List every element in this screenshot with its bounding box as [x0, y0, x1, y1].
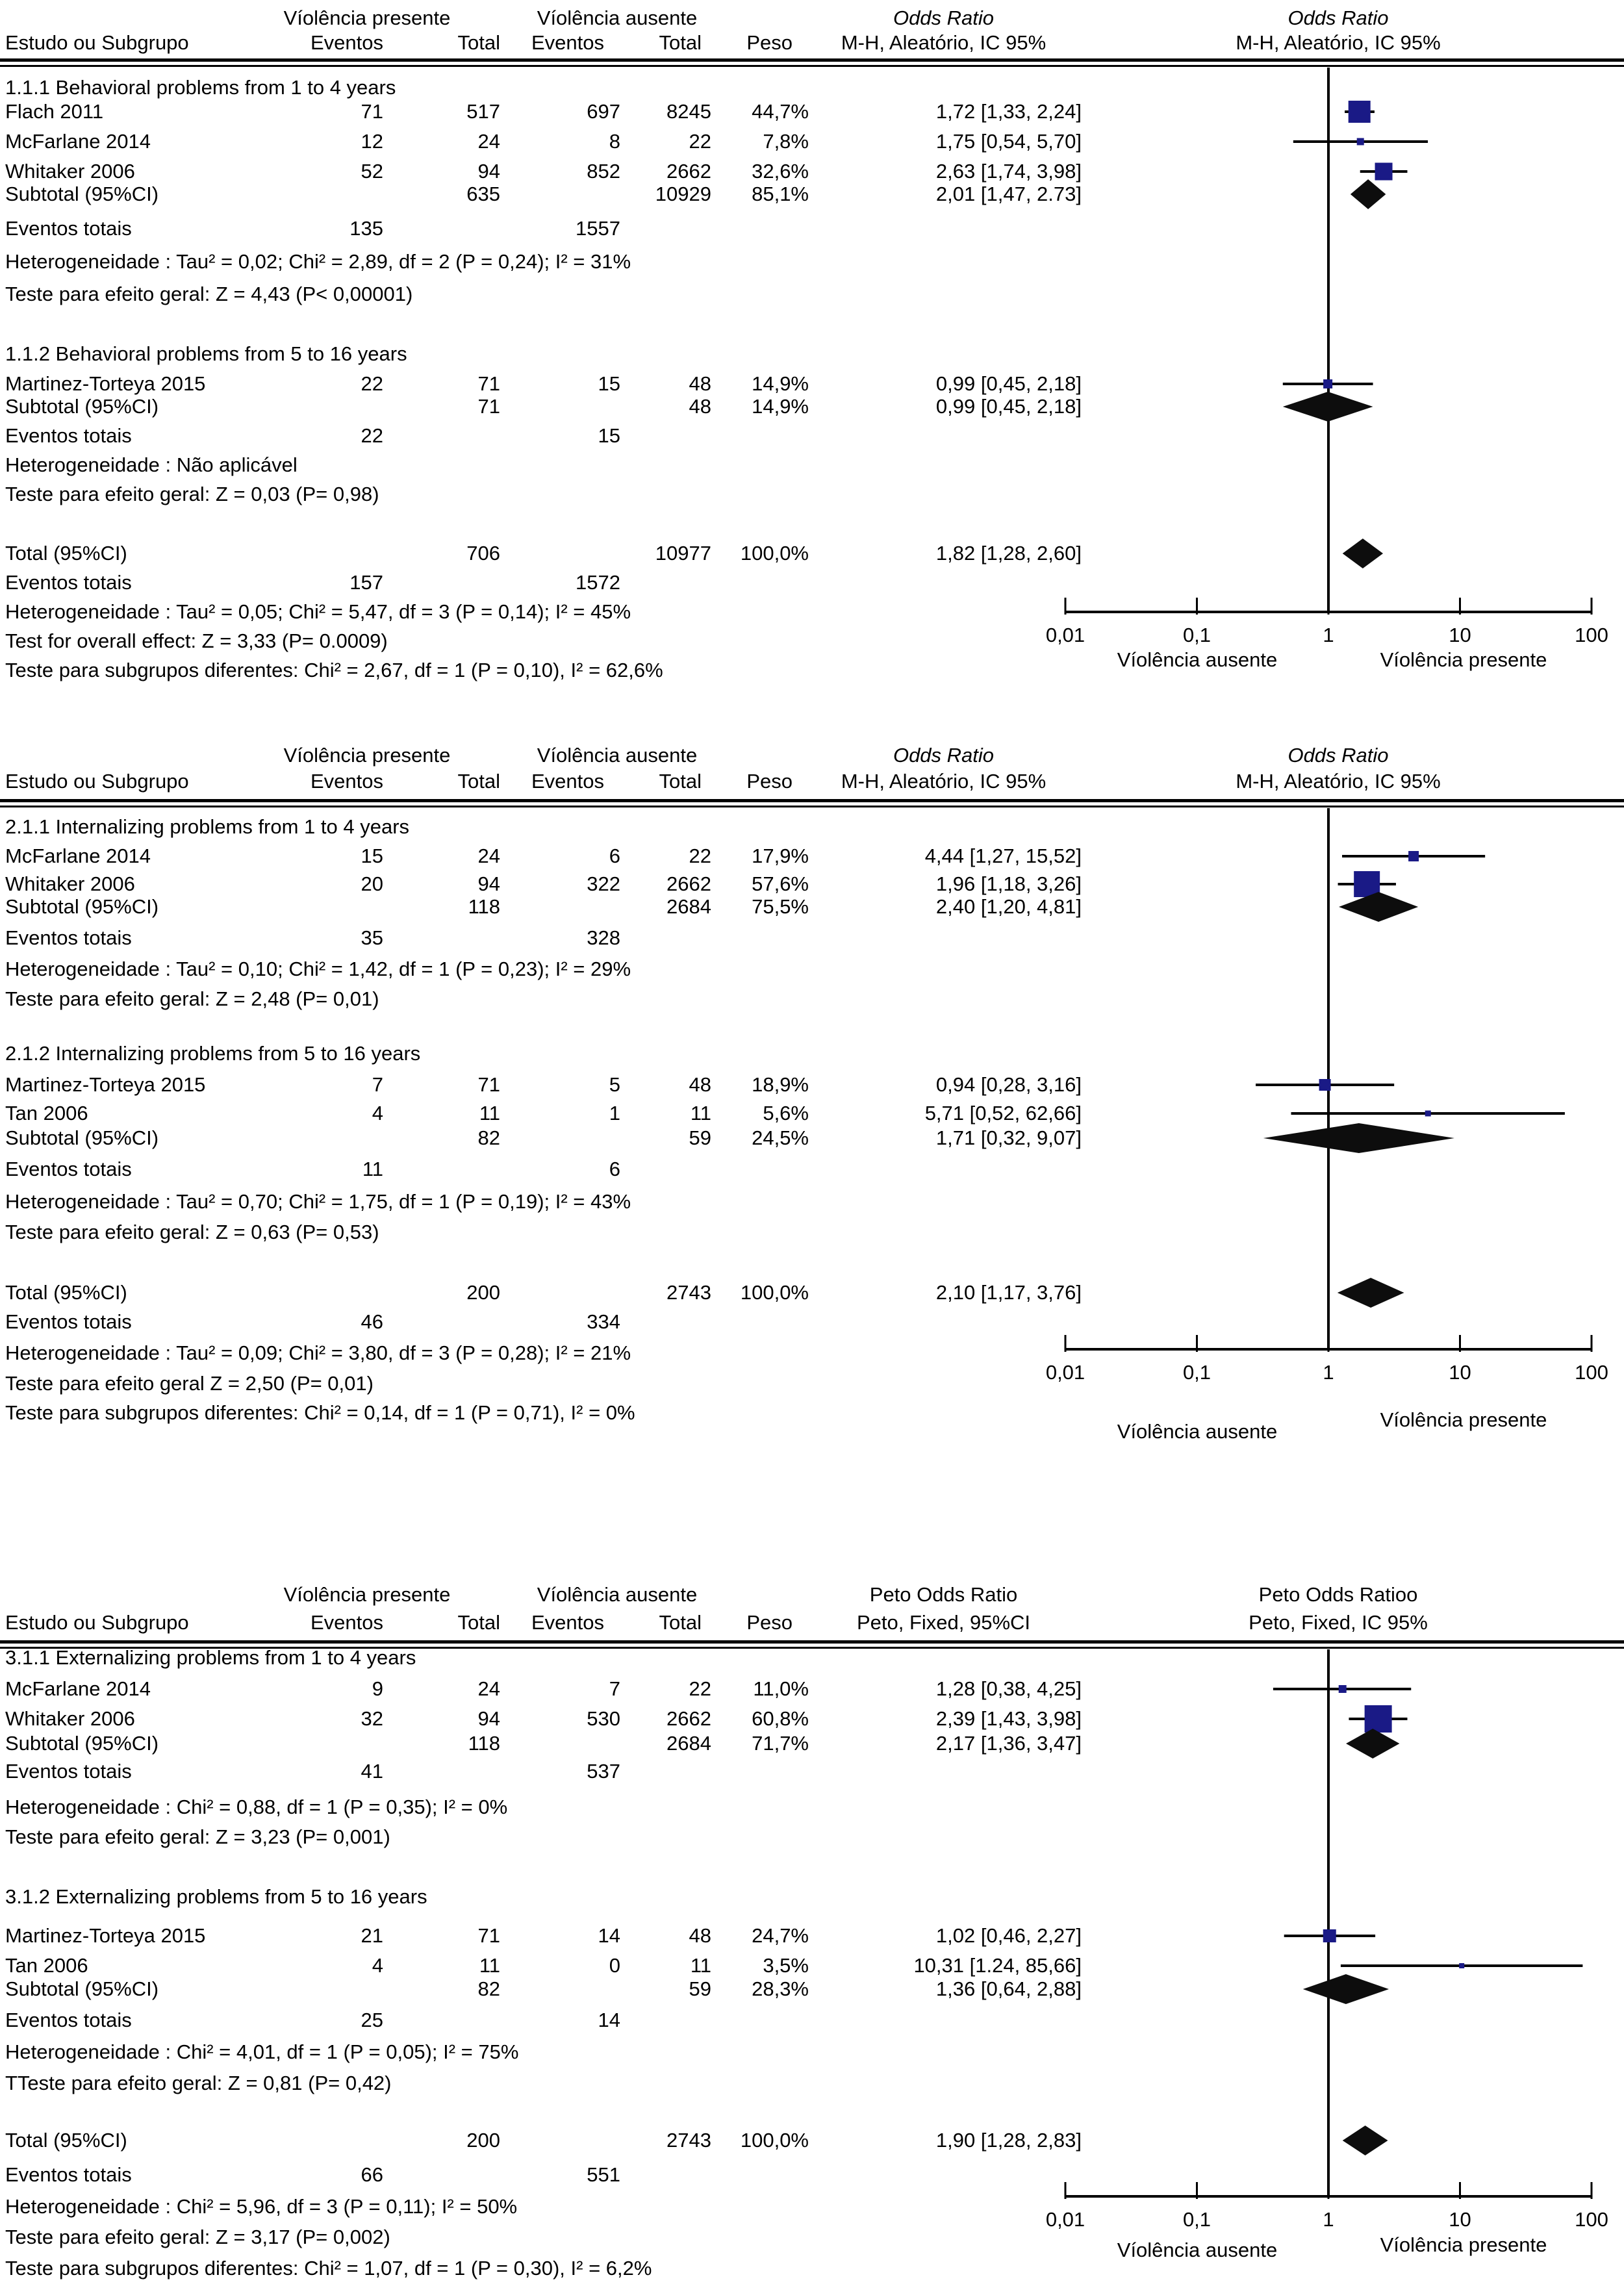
row-study-label: McFarlane 2014	[5, 1677, 151, 1700]
group2-ausente-header: Víolência ausente	[537, 6, 698, 29]
row-cell-t2: 8245	[666, 100, 711, 123]
row-cell-peso: 3,5%	[763, 1954, 809, 1977]
row-cell-peso: 18,9%	[752, 1073, 809, 1096]
row-cell-t1: 200	[466, 1281, 500, 1304]
col-header-total2: Total	[659, 1611, 702, 1634]
row-cell-e2: 1572	[576, 571, 620, 594]
ratio-title-table: Odds Ratio	[893, 744, 995, 767]
row-note-label: Teste para efeito geral: Z = 2,48 (P= 0,01)	[5, 987, 379, 1010]
row-heading-label: 3.1.2 Externalizing problems from 5 to 16 years	[5, 1885, 427, 1908]
row-cell-or: 0,99 [0,45, 2,18]	[935, 395, 1082, 418]
row-cell-t2: 59	[689, 1977, 711, 2000]
row-cell-e1: 35	[361, 926, 383, 949]
row-cell-e2: 852	[587, 160, 620, 183]
row-note-label: Teste para subgrupos diferentes: Chi² = 2,67, df = 1 (P = 0,10), I² = 62,6%	[5, 659, 663, 681]
row-cell-t1: 24	[477, 130, 500, 153]
row-cell-e2: 1557	[576, 217, 620, 240]
col-header-peso: Peso	[746, 1611, 793, 1634]
col-header-method-table: Peto, Fixed, 95%CI	[856, 1611, 1031, 1634]
row-heading-label: 1.1.1 Behavioral problems from 1 to 4 years	[5, 76, 396, 99]
header-rule	[0, 58, 1624, 62]
row-cell-e2: 6	[609, 845, 620, 867]
row-cell-e1: 52	[361, 160, 383, 183]
row-cell-e2: 1	[609, 1102, 620, 1124]
header-rule	[0, 799, 1624, 802]
row-cell-peso: 24,5%	[752, 1126, 809, 1149]
axis-tick-label: 10	[1449, 1361, 1471, 1384]
row-cell-peso: 24,7%	[752, 1924, 809, 1947]
row-cell-peso: 85,1%	[752, 183, 809, 205]
col-header-total1: Total	[457, 1611, 500, 1634]
row-cell-t2: 22	[689, 845, 711, 867]
row-cell-or: 2,17 [1,36, 3,47]	[935, 1732, 1082, 1755]
row-events-label: Eventos totais	[5, 424, 132, 447]
row-study-label: Tan 2006	[5, 1954, 88, 1977]
row-cell-e1: 41	[361, 1760, 383, 1783]
row-heading-label: 1.1.2 Behavioral problems from 5 to 16 years	[5, 342, 407, 365]
col-header-method-graph: M-H, Aleatório, IC 95%	[1236, 770, 1441, 793]
row-note-label: Heterogeneidade : Chi² = 0,88, df = 1 (P = 0,35); I² = 0%	[5, 1796, 508, 1818]
pooled-diamond	[1351, 179, 1386, 209]
row-cell-e1: 46	[361, 1310, 383, 1333]
row-cell-or: 1,36 [0,64, 2,88]	[935, 1977, 1082, 2000]
row-subtotal-label: Subtotal (95%CI)	[5, 395, 159, 418]
row-cell-e1: 9	[372, 1677, 383, 1700]
col-header-method-table: M-H, Aleatório, IC 95%	[841, 770, 1047, 793]
row-cell-e2: 14	[598, 1924, 620, 1947]
pooled-diamond	[1343, 539, 1383, 568]
axis-tick-label: 0,1	[1182, 624, 1212, 646]
row-cell-or: 10,31 [1.24, 85,66]	[913, 1954, 1082, 1977]
row-cell-t2: 2743	[666, 2129, 711, 2152]
group1-presente-header: Víolência presente	[283, 6, 451, 29]
row-cell-peso: 7,8%	[763, 130, 809, 153]
row-note-label: Teste para efeito geral: Z = 3,23 (P= 0,001)	[5, 1825, 390, 1848]
row-cell-t1: 118	[468, 1732, 500, 1755]
ratio-title-table: Peto Odds Ratio	[869, 1583, 1018, 1606]
axis-tick-label: 1	[1323, 2208, 1334, 2231]
row-cell-e2: 537	[587, 1760, 620, 1783]
axis-footer-left: Víolência ausente	[1117, 648, 1278, 671]
row-cell-peso: 14,9%	[752, 372, 809, 395]
row-cell-t1: 71	[477, 1924, 500, 1947]
ratio-title-graph: Odds Ratio	[1288, 744, 1389, 767]
effect-square	[1357, 138, 1364, 146]
row-cell-e1: 157	[349, 571, 383, 594]
pooled-diamond	[1338, 1278, 1404, 1308]
row-cell-peso: 28,3%	[752, 1977, 809, 2000]
row-cell-or: 1,71 [0,32, 9,07]	[935, 1126, 1082, 1149]
row-study-label: Whitaker 2006	[5, 872, 135, 895]
row-cell-t1: 635	[466, 183, 500, 205]
col-header-total1: Total	[457, 770, 500, 793]
effect-square	[1349, 101, 1371, 123]
axis-tick-label: 0,01	[1045, 2208, 1085, 2231]
row-cell-e2: 697	[587, 100, 620, 123]
row-study-label: Martinez-Torteya 2015	[5, 1924, 206, 1947]
row-cell-or: 5,71 [0,52, 62,66]	[924, 1102, 1082, 1124]
row-cell-t2: 48	[689, 1924, 711, 1947]
row-cell-or: 2,10 [1,17, 3,76]	[935, 1281, 1082, 1304]
col-header-method-graph: Peto, Fixed, IC 95%	[1249, 1611, 1428, 1634]
row-events-label: Eventos totais	[5, 1760, 132, 1783]
row-cell-e2: 551	[587, 2163, 620, 2186]
row-cell-t2: 2743	[666, 1281, 711, 1304]
row-subtotal-label: Subtotal (95%CI)	[5, 895, 159, 918]
effect-square	[1323, 379, 1332, 388]
row-cell-t1: 706	[466, 542, 500, 565]
row-cell-peso: 57,6%	[752, 872, 809, 895]
row-cell-t1: 71	[477, 372, 500, 395]
axis-tick-label: 10	[1449, 2208, 1471, 2231]
row-note-label: TTeste para efeito geral: Z = 0,81 (P= 0,42)	[5, 2072, 392, 2094]
col-header-estudo: Estudo ou Subgrupo	[5, 31, 189, 54]
row-cell-e1: 66	[361, 2163, 383, 2186]
row-cell-t1: 24	[477, 1677, 500, 1700]
row-note-label: Teste para efeito geral: Z = 3,17 (P= 0,002)	[5, 2226, 390, 2248]
row-cell-e1: 4	[372, 1954, 383, 1977]
row-cell-t2: 48	[689, 395, 711, 418]
row-cell-t2: 2684	[666, 895, 711, 918]
row-cell-t1: 517	[466, 100, 500, 123]
row-cell-or: 2,39 [1,43, 3,98]	[935, 1707, 1082, 1730]
axis-tick-label: 100	[1575, 624, 1608, 646]
axis-tick-label: 0,01	[1045, 624, 1085, 646]
col-header-method-graph: M-H, Aleatório, IC 95%	[1236, 31, 1441, 54]
col-header-total1: Total	[457, 31, 500, 54]
col-header-eventos2: Eventos	[531, 1611, 604, 1634]
row-cell-or: 2,40 [1,20, 4,81]	[935, 895, 1082, 918]
row-cell-or: 1,02 [0,46, 2,27]	[935, 1924, 1082, 1947]
row-cell-t2: 10977	[655, 542, 711, 565]
row-note-label: Heterogeneidade : Chi² = 4,01, df = 1 (P = 0,05); I² = 75%	[5, 2040, 519, 2063]
row-cell-e2: 15	[598, 372, 620, 395]
col-header-method-table: M-H, Aleatório, IC 95%	[841, 31, 1047, 54]
row-cell-or: 1,72 [1,33, 2,24]	[935, 100, 1082, 123]
row-cell-e1: 20	[361, 872, 383, 895]
row-study-label: McFarlane 2014	[5, 845, 151, 867]
row-cell-e2: 334	[587, 1310, 620, 1333]
axis-tick-label: 10	[1449, 624, 1471, 646]
row-events-label: Eventos totais	[5, 1158, 132, 1180]
axis-footer-right: Víolência presente	[1380, 2233, 1547, 2256]
col-header-total2: Total	[659, 770, 702, 793]
row-study-label: Martinez-Torteya 2015	[5, 372, 206, 395]
col-header-eventos1: Eventos	[310, 31, 383, 54]
row-cell-t1: 82	[477, 1126, 500, 1149]
row-note-label: Teste para efeito geral: Z = 0,63 (P= 0,53)	[5, 1221, 379, 1243]
row-events-label: Eventos totais	[5, 1310, 132, 1333]
header-rule	[0, 806, 1624, 807]
row-note-label: Heterogeneidade : Tau² = 0,02; Chi² = 2,89, df = 2 (P = 0,24); I² = 31%	[5, 250, 631, 273]
row-cell-peso: 44,7%	[752, 100, 809, 123]
row-cell-t1: 118	[468, 895, 500, 918]
row-cell-t1: 71	[477, 1073, 500, 1096]
row-study-label: Whitaker 2006	[5, 160, 135, 183]
row-cell-e1: 32	[361, 1707, 383, 1730]
row-cell-e1: 7	[372, 1073, 383, 1096]
axis-tick-label: 100	[1575, 1361, 1608, 1384]
row-note-label: Heterogeneidade : Não aplicável	[5, 453, 298, 476]
col-header-estudo: Estudo ou Subgrupo	[5, 770, 189, 793]
row-cell-t2: 2684	[666, 1732, 711, 1755]
pooled-diamond	[1343, 2126, 1388, 2155]
row-cell-peso: 100,0%	[740, 542, 809, 565]
row-cell-e1: 22	[361, 424, 383, 447]
row-cell-or: 4,44 [1,27, 15,52]	[924, 845, 1082, 867]
row-events-label: Eventos totais	[5, 2009, 132, 2031]
group1-presente-header: Víolência presente	[283, 1583, 451, 1606]
row-cell-peso: 100,0%	[740, 2129, 809, 2152]
row-cell-t2: 11	[690, 1102, 711, 1124]
row-cell-t2: 59	[689, 1126, 711, 1149]
row-cell-e2: 7	[609, 1677, 620, 1700]
row-cell-or: 1,96 [1,18, 3,26]	[935, 872, 1082, 895]
effect-square	[1319, 1079, 1331, 1091]
axis-tick-label: 0,1	[1182, 2208, 1212, 2231]
row-subtotal-label: Subtotal (95%CI)	[5, 183, 159, 205]
row-cell-t2: 48	[689, 1073, 711, 1096]
ratio-title-table: Odds Ratio	[893, 6, 995, 29]
row-cell-or: 2,63 [1,74, 3,98]	[935, 160, 1082, 183]
row-cell-t2: 10929	[655, 183, 711, 205]
row-cell-t1: 71	[477, 395, 500, 418]
row-cell-e2: 328	[587, 926, 620, 949]
row-total-label: Total (95%CI)	[5, 1281, 127, 1304]
row-cell-or: 1,28 [0,38, 4,25]	[935, 1677, 1082, 1700]
row-note-label: Test for overall effect: Z = 3,33 (P= 0.0009)	[5, 629, 388, 652]
row-events-label: Eventos totais	[5, 571, 132, 594]
pooled-diamond	[1283, 392, 1373, 422]
row-cell-peso: 60,8%	[752, 1707, 809, 1730]
row-cell-t1: 11	[479, 1954, 500, 1977]
row-events-label: Eventos totais	[5, 2163, 132, 2186]
row-note-label: Teste para subgrupos diferentes: Chi² = 0,14, df = 1 (P = 0,71), I² = 0%	[5, 1401, 635, 1424]
row-note-label: Heterogeneidade : Tau² = 0,05; Chi² = 5,47, df = 3 (P = 0,14); I² = 45%	[5, 600, 631, 623]
group2-ausente-header: Víolência ausente	[537, 1583, 698, 1606]
row-cell-e2: 8	[609, 130, 620, 153]
row-study-label: Martinez-Torteya 2015	[5, 1073, 206, 1096]
col-header-eventos2: Eventos	[531, 31, 604, 54]
row-study-label: McFarlane 2014	[5, 130, 151, 153]
row-note-label: Heterogeneidade : Tau² = 0,70; Chi² = 1,75, df = 1 (P = 0,19); I² = 43%	[5, 1190, 631, 1213]
row-study-label: Flach 2011	[5, 100, 104, 123]
row-cell-t2: 2662	[666, 1707, 711, 1730]
row-cell-t1: 82	[477, 1977, 500, 2000]
row-cell-peso: 71,7%	[752, 1732, 809, 1755]
row-cell-t2: 48	[689, 372, 711, 395]
row-cell-e2: 530	[587, 1707, 620, 1730]
header-rule	[0, 65, 1624, 67]
row-cell-peso: 17,9%	[752, 845, 809, 867]
row-cell-e2: 14	[598, 2009, 620, 2031]
pooled-diamond	[1263, 1123, 1454, 1153]
row-cell-t1: 94	[477, 1707, 500, 1730]
row-cell-or: 1,82 [1,28, 2,60]	[935, 542, 1082, 565]
col-header-total2: Total	[659, 31, 702, 54]
row-cell-t2: 11	[690, 1954, 711, 1977]
row-cell-e1: 135	[349, 217, 383, 240]
row-cell-e2: 322	[587, 872, 620, 895]
row-cell-peso: 11,0%	[753, 1677, 809, 1700]
row-cell-e2: 5	[609, 1073, 620, 1096]
col-header-estudo: Estudo ou Subgrupo	[5, 1611, 189, 1634]
effect-square	[1425, 1111, 1431, 1117]
effect-square	[1339, 1685, 1347, 1693]
row-cell-e1: 71	[361, 100, 383, 123]
effect-square	[1375, 163, 1393, 181]
row-events-label: Eventos totais	[5, 926, 132, 949]
row-total-label: Total (95%CI)	[5, 2129, 127, 2152]
col-header-eventos2: Eventos	[531, 770, 604, 793]
row-cell-t2: 2662	[666, 872, 711, 895]
row-cell-peso: 100,0%	[740, 1281, 809, 1304]
row-cell-e1: 4	[372, 1102, 383, 1124]
row-cell-t2: 2662	[666, 160, 711, 183]
pooled-diamond	[1346, 1729, 1399, 1759]
row-cell-e1: 22	[361, 372, 383, 395]
col-header-peso: Peso	[746, 31, 793, 54]
row-cell-t1: 94	[477, 160, 500, 183]
row-cell-e1: 15	[361, 845, 383, 867]
row-note-label: Heterogeneidade : Tau² = 0,09; Chi² = 3,80, df = 3 (P = 0,28); I² = 21%	[5, 1341, 631, 1364]
row-note-label: Heterogeneidade : Chi² = 5,96, df = 3 (P = 0,11); I² = 50%	[5, 2195, 518, 2218]
ratio-title-graph: Peto Odds Ratioo	[1258, 1583, 1418, 1606]
group2-ausente-header: Víolência ausente	[537, 744, 698, 767]
row-cell-or: 1,75 [0,54, 5,70]	[935, 130, 1082, 153]
row-cell-peso: 14,9%	[752, 395, 809, 418]
axis-footer-left: Víolência ausente	[1117, 1420, 1278, 1443]
row-note-label: Teste para efeito geral: Z = 4,43 (P< 0,00001)	[5, 283, 413, 305]
row-cell-e2: 6	[609, 1158, 620, 1180]
row-cell-e1: 12	[361, 130, 383, 153]
axis-tick-label: 0,01	[1045, 1361, 1085, 1384]
row-cell-or: 1,90 [1,28, 2,83]	[935, 2129, 1082, 2152]
row-subtotal-label: Subtotal (95%CI)	[5, 1977, 159, 2000]
col-header-eventos1: Eventos	[310, 1611, 383, 1634]
row-cell-t1: 24	[477, 845, 500, 867]
row-note-label: Teste para subgrupos diferentes: Chi² = 1,07, df = 1 (P = 0,30), I² = 6,2%	[5, 2257, 652, 2280]
pooled-diamond	[1303, 1974, 1389, 2004]
axis-footer-right: Víolência presente	[1380, 648, 1547, 671]
row-note-label: Teste para efeito geral Z = 2,50 (P= 0,01)	[5, 1372, 374, 1395]
row-study-label: Tan 2006	[5, 1102, 88, 1124]
row-study-label: Whitaker 2006	[5, 1707, 135, 1730]
row-cell-e1: 11	[362, 1158, 383, 1180]
axis-tick-label: 100	[1575, 2208, 1608, 2231]
effect-square	[1365, 1705, 1392, 1733]
row-total-label: Total (95%CI)	[5, 542, 127, 565]
row-heading-label: 2.1.1 Internalizing problems from 1 to 4 years	[5, 815, 410, 838]
row-cell-t2: 22	[689, 1677, 711, 1700]
row-cell-e2: 0	[609, 1954, 620, 1977]
row-cell-t1: 200	[466, 2129, 500, 2152]
row-heading-label: 2.1.2 Internalizing problems from 5 to 16 years	[5, 1042, 421, 1065]
col-header-eventos1: Eventos	[310, 770, 383, 793]
effect-square	[1459, 1963, 1464, 1968]
row-subtotal-label: Subtotal (95%CI)	[5, 1732, 159, 1755]
row-note-label: Teste para efeito geral: Z = 0,03 (P= 0,98)	[5, 483, 379, 505]
axis-tick-label: 0,1	[1182, 1361, 1212, 1384]
row-note-label: Heterogeneidade : Tau² = 0,10; Chi² = 1,42, df = 1 (P = 0,23); I² = 29%	[5, 958, 631, 980]
row-cell-t1: 94	[477, 872, 500, 895]
row-cell-or: 0,99 [0,45, 2,18]	[935, 372, 1082, 395]
row-cell-e1: 21	[361, 1924, 383, 1947]
row-cell-e1: 25	[361, 2009, 383, 2031]
row-cell-peso: 75,5%	[752, 895, 809, 918]
pooled-diamond	[1339, 892, 1418, 922]
effect-square	[1323, 1929, 1336, 1942]
effect-square	[1408, 851, 1419, 861]
row-cell-peso: 32,6%	[752, 160, 809, 183]
ratio-title-graph: Odds Ratio	[1288, 6, 1389, 29]
axis-tick-label: 1	[1323, 1361, 1334, 1384]
row-cell-or: 2,01 [1,47, 2.73]	[935, 183, 1082, 205]
row-cell-t1: 11	[479, 1102, 500, 1124]
col-header-peso: Peso	[746, 770, 793, 793]
axis-footer-right: Víolência presente	[1380, 1408, 1547, 1431]
row-heading-label: 3.1.1 Externalizing problems from 1 to 4 years	[5, 1646, 416, 1669]
row-events-label: Eventos totais	[5, 217, 132, 240]
axis-footer-left: Víolência ausente	[1117, 2239, 1278, 2261]
row-cell-peso: 5,6%	[763, 1102, 809, 1124]
row-cell-or: 0,94 [0,28, 3,16]	[935, 1073, 1082, 1096]
group1-presente-header: Víolência presente	[283, 744, 451, 767]
row-cell-e2: 15	[598, 424, 620, 447]
row-subtotal-label: Subtotal (95%CI)	[5, 1126, 159, 1149]
row-cell-t2: 22	[689, 130, 711, 153]
axis-tick-label: 1	[1323, 624, 1334, 646]
